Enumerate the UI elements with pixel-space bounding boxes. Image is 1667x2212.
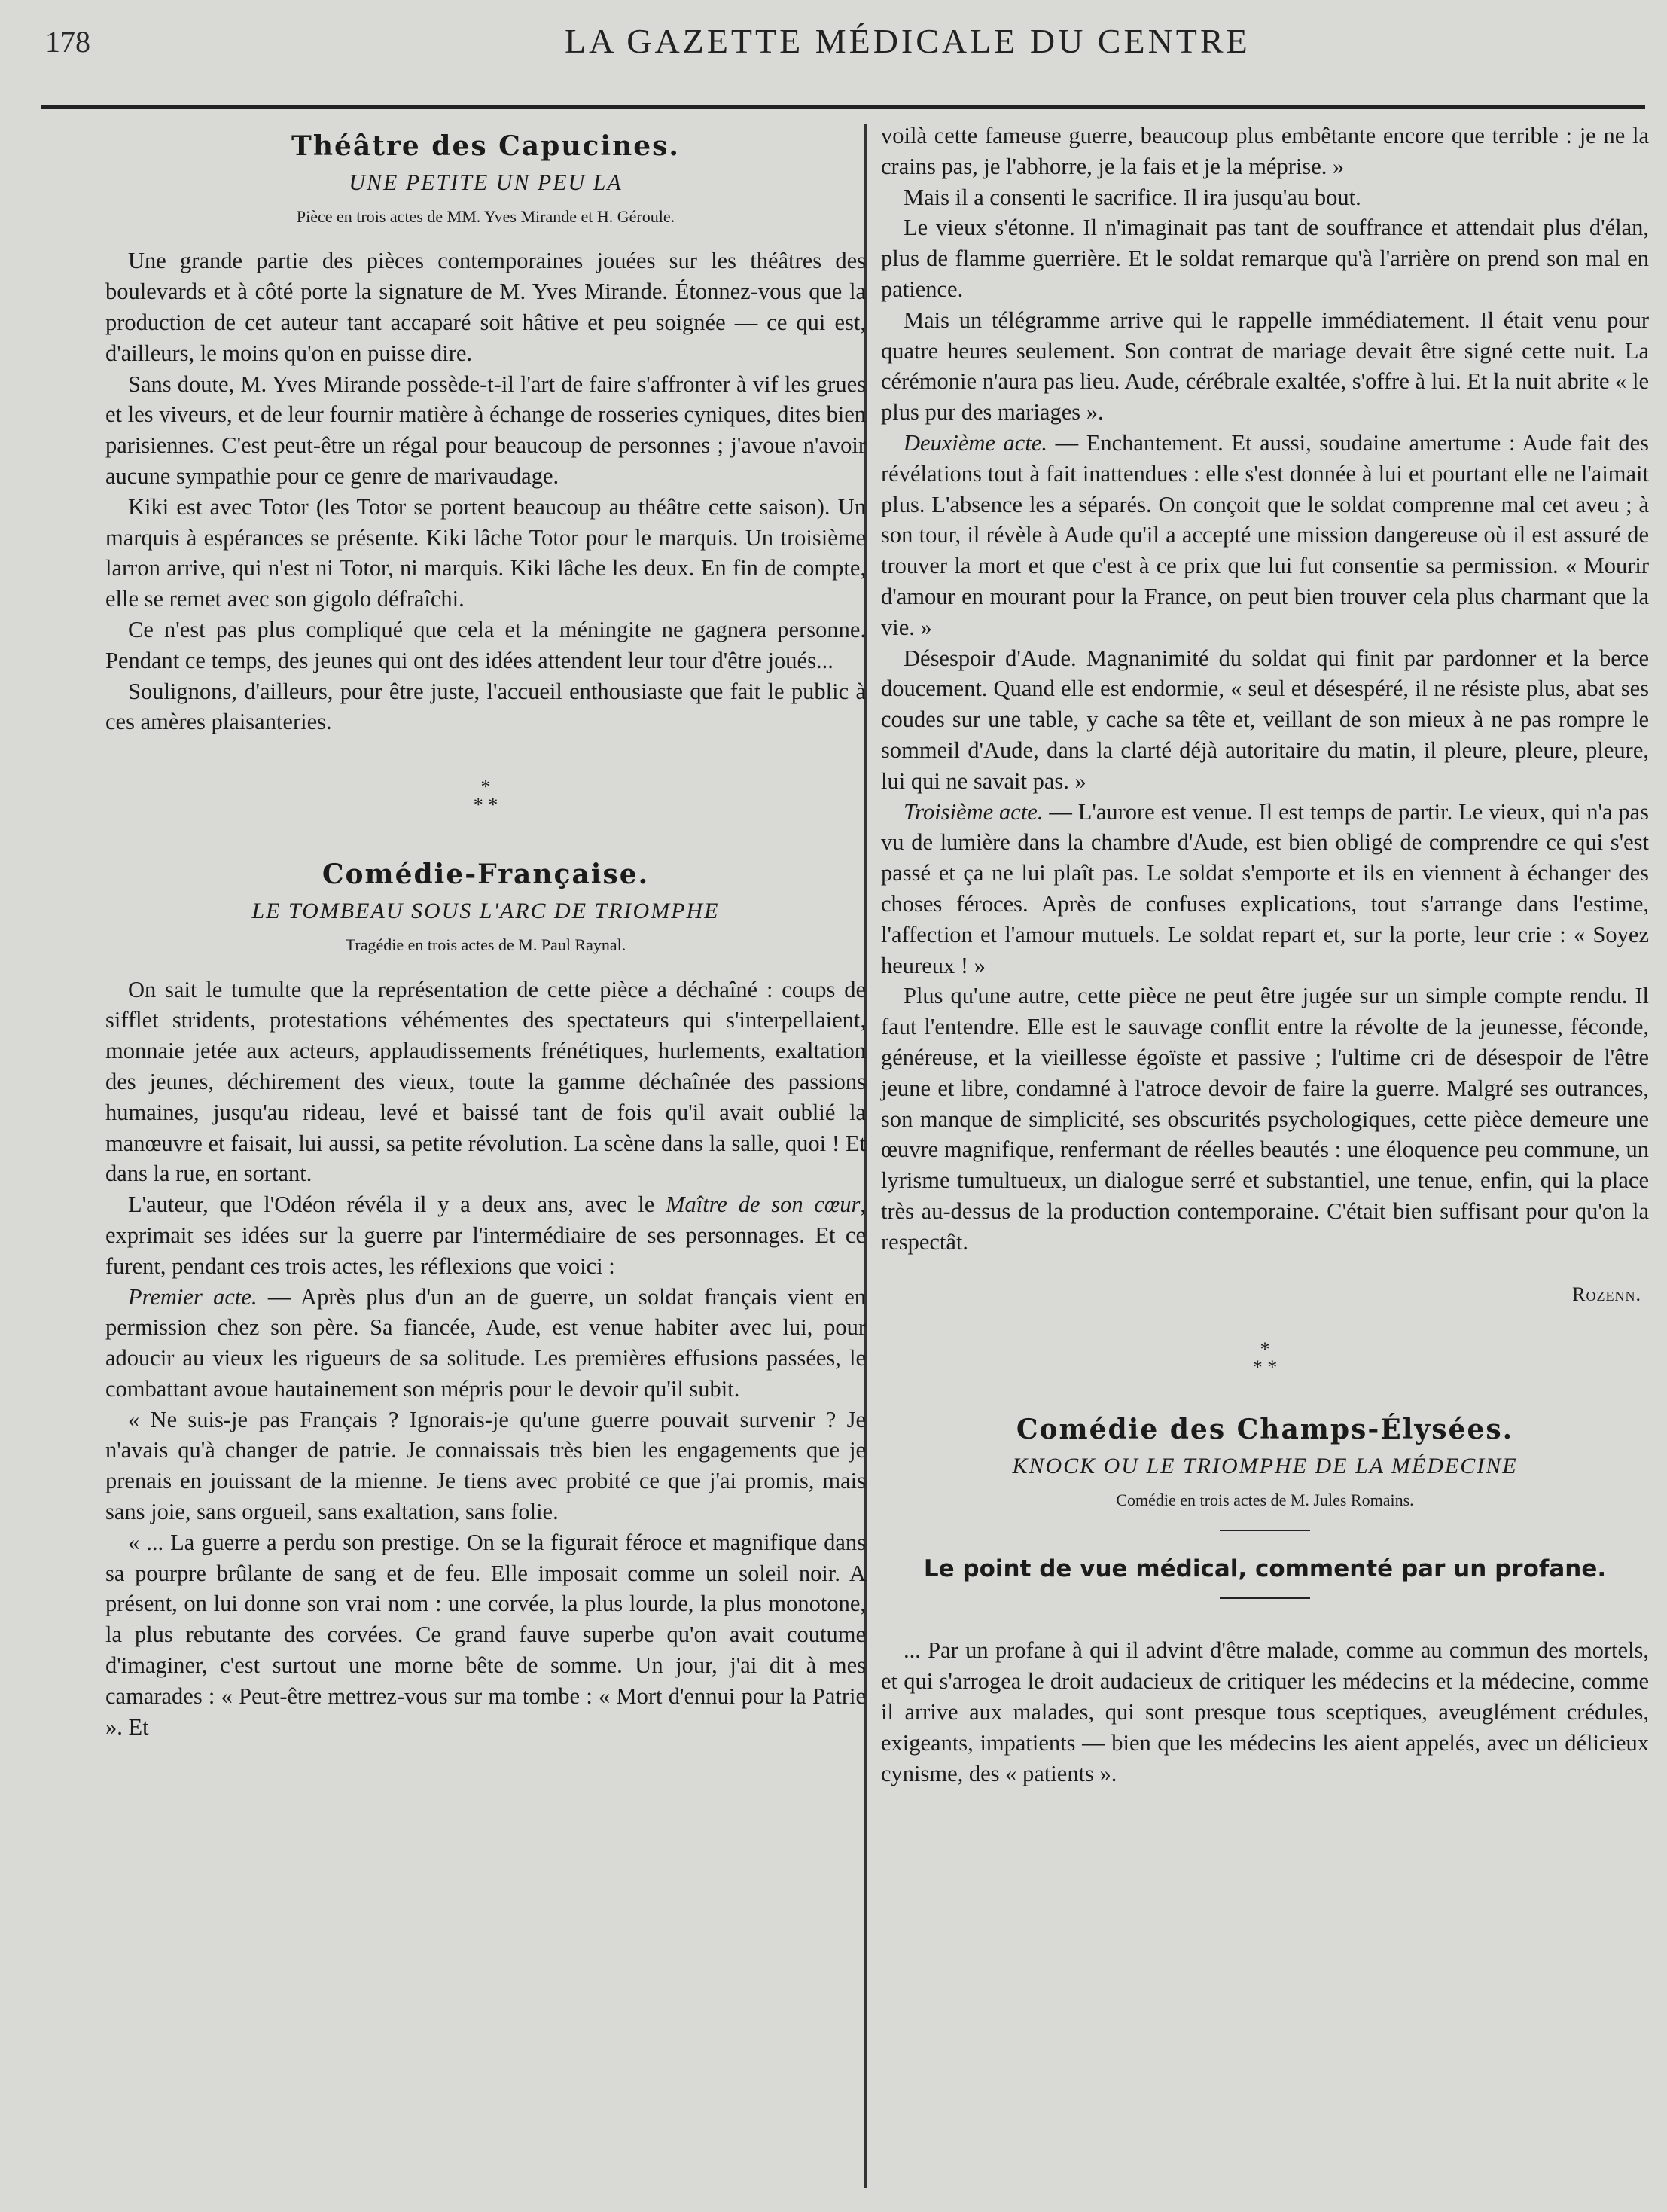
paragraph <box>105 1189 866 1281</box>
play-credit-tombeau: Tragédie en trois actes de M. Paul Raynal. <box>345 935 626 954</box>
left-column <box>105 121 866 1742</box>
asterism-top: * <box>1260 1338 1270 1361</box>
paragraph <box>881 797 1649 981</box>
paragraph: ... Par un profane à qui il advint d'être malade, comme au commun des mortels, et qui s'arrogea le droit audacieux de critiquer les médecins et la médecine, comme il arrive aux malades, qui sont presque tous sceptiques, aveuglément crédules, exigeants, impatients — bien que les médecins les aient appelés, avec un délicieux cynisme, des « patients ». <box>881 1637 1649 1786</box>
paragraph-text: — L'aurore est venue. Il est temps de partir. Le vieux, qui n'a pas vu de lumière dans la chambre d'Aude, est bien obligé de comprendre ce qui s'est passé et ça ne lui plaît pas. Le soldat s'emporte et ils en viennent à échanger des choses féroces. Après de confuses explications, tout s'arrange dans l'estime, l'affection et l'amour mutuels. Le soldat repart et, sur la porte, leur crie : « Soyez heureux ! » <box>881 798 1650 978</box>
paragraph: Mais il a consenti le sacrifice. Il ira jusqu'au bout. <box>904 184 1361 210</box>
right-column <box>881 121 1649 1789</box>
short-rule <box>1220 1597 1310 1599</box>
asterism-divider <box>105 778 866 814</box>
section-title-capucines: Théâtre des Capucines. <box>291 130 680 162</box>
play-title-tombeau: LE TOMBEAU SOUS L'ARC DE TRIOMPHE <box>251 898 720 923</box>
act-label: Deuxième acte. <box>904 429 1047 456</box>
play-title-knock: KNOCK OU LE TRIOMPHE DE LA MÉDECINE <box>1012 1454 1518 1479</box>
section-title-champs-elysees: Comédie des Champs-Élysées. <box>1016 1414 1514 1446</box>
subheading-medical-view: Le point de vue médical, commenté par un profane. <box>923 1555 1607 1582</box>
paragraph: Une grande partie des pièces contemporaines jouées sur les théâtres des boulevards et à côté porte la signature de M. Yves Mirande. Étonnez-vous que la production de cet auteur tant accaparé soit hâtive et peu soignée — ce qui est, d'ailleurs, le moins qu'on en puisse dire. <box>105 248 866 366</box>
paragraph: Sans doute, M. Yves Mirande possède-t-il l'art de faire s'affronter à vif les grues et les viveurs, et de leur fournir matière à échange de rosseries cyniques, dites bien parisiennes. C'est peut-être un régal pour beaucoup de personnes ; j'avoue n'avoir aucune sympathie pour ce genre de marivaudage. <box>105 371 866 489</box>
asterism-divider <box>881 1338 1649 1379</box>
paragraph <box>881 428 1649 643</box>
page-number: 178 <box>45 25 90 59</box>
paragraph: Soulignons, d'ailleurs, pour être juste, l'accueil enthousiaste que fait le public à ces amères plaisanteries. <box>105 678 866 735</box>
paragraph-text: , exprimait ses idées sur la guerre par l'intermédiaire de ses personnages. Et ce furent, pendant ces trois actes, les réflexions que voici : <box>105 1191 866 1279</box>
act-label: Troisième acte. <box>904 798 1044 825</box>
spacer <box>881 1612 1649 1635</box>
header-rule <box>41 105 1645 109</box>
section-title-comedie-francaise: Comédie-Française. <box>322 859 650 891</box>
act-label: Premier acte. <box>128 1283 258 1310</box>
paragraph: Mais un télégramme arrive qui le rappelle immédiatement. Il était venu pour quatre heures seulement. Son contrat de mariage devait être signé cette nuit. La cérémonie n'aura pas lieu. Aude, cérébrale exaltée, s'offre à lui. Et la nuit abrite « le plus pur des mariages ». <box>881 307 1649 426</box>
paragraph: Ce n'est pas plus compliqué que cela et la méningite ne gagnera personne. Pendant ce temps, des jeunes qui ont des idées attendent leur tour d'être joués... <box>105 616 866 673</box>
paragraph: Kiki est avec Totor (les Totor se portent beaucoup au théâtre cette saison). Un marquis à espérances se présente. Kiki lâche Totor pour le marquis. Un troisième larron arrive, qui n'est ni Totor, ni marquis. Kiki lâche les deux. En fin de compte, elle se remet avec son gigolo défraîchi. <box>105 493 866 612</box>
short-rule <box>1220 1530 1310 1531</box>
paragraph: Le vieux s'étonne. Il n'imaginait pas tant de souffrance et attendait plus d'élan, plus de flamme guerrière. Et le soldat remarque qu'à l'arrière on prend son mal en patience. <box>881 215 1649 302</box>
play-title-une-petite: UNE PETITE UN PEU LA <box>349 169 623 195</box>
running-title: LA GAZETTE MÉDICALE DU CENTRE <box>565 22 1251 60</box>
asterism-top: * <box>480 776 491 798</box>
paragraph-text: — Enchantement. Et aussi, soudaine amertume : Aude fait des révélations tout à fait inattendues : elle s'est donnée à lui et pourtant elle ne l'aimait plus. L'absence les a séparés. On conçoit que le soldat comprenne mal cet aveu ; à son tour, il révèle à Aude qu'il a accepté une mission dangereuse où il est assuré de trouver la mort et que c'est à ce prix que lui fut consentie sa permission. « Mourir d'amour en mourant pour la France, on peut bien trouver cela plus charmant que la vie. » <box>881 429 1649 640</box>
paragraph: Plus qu'une autre, cette pièce ne peut être jugée sur un simple compte rendu. Il faut l'entendre. Elle est le sauvage conflit entre la révolte de la jeunesse, féconde, généreuse, et la vieillesse égoïste et passive ; l'ultime cri de désespoir de l'être jeune et libre, condamné à l'atroce devoir de faire la guerre. Malgré ses outrances, son manque de simplicité, ses obscurités psychologiques, cette pièce demeure une œuvre magnifique, renfermant de réelles beautés : une éloquence peu commune, un lyrisme tumultueux, un dialogue serré et substantiel, une tenue, enfin, qui la place très au-dessus de la production contemporaine. C'était bien suffisant pour qu'on la respectât. <box>881 983 1649 1255</box>
asterism-bottom: * * <box>1252 1356 1278 1379</box>
paragraph: « Ne suis-je pas Français ? Ignorais-je qu'une guerre pouvait survenir ? Je n'avais qu'à changer de patrie. Je connaissais très bien les engagements que je prenais en jouissant de la mienne. Je tiens avec probité ce que j'ai promis, mais sans joie, sans orgueil, sans exaltation, sans folie. <box>105 1406 866 1525</box>
paragraph: On sait le tumulte que la représentation de cette pièce a déchaîné : coups de sifflet stridents, protestations véhémentes des spectateurs qui s'interpellaient, monnaie jetée aux acteurs, applaudissements frénétiques, hurlements, exaltation des jeunes, déchirement des vieux, toute la gamme déchaînée des passions humaines, jusqu'au rideau, levé et baissé tant de fois qu'il avait oublié la manœuvre et faisait, lui aussi, sa petite révolution. La scène dans la salle, quoi ! Et dans la rue, en sortant. <box>105 976 866 1187</box>
page-header <box>45 21 1641 66</box>
asterism-bottom: * * <box>473 794 498 816</box>
play-credit-knock: Comédie en trois actes de M. Jules Romains. <box>1116 1490 1414 1509</box>
paragraph: Désespoir d'Aude. Magnanimité du soldat qui finit par pardonner et la berce doucement. Quand elle est endormie, « seul et désespéré, il ne résiste plus, abat ses coudes sur une table, y cache sa tête et, veillant de son mieux à ne pas rompre le sommeil d'Aude, dans la clarté déjà autoritaire du matin, il pleure, pleure, pleure, lui qui ne savait pas. » <box>881 645 1649 794</box>
paragraph: « ... La guerre a perdu son prestige. On se la figurait féroce et magnifique dans sa pourpre brûlante de sang et de feu. Elle imposait comme un soleil noir. A présent, on lui donne son vrai nom : une corvée, la plus lourde, la plus monotone, la plus rebutante des corvées. Ce grand fauve superbe qu'on avait coutume d'imaginer, c'est surtout une morne bête de somme. Un jour, j'ai dit à mes camarades : « Peut-être mettrez-vous sur ma tombe : « Mort d'ennui pour la Patrie ». Et <box>105 1529 866 1740</box>
italic-title: Maître de son cœur <box>666 1191 861 1218</box>
paragraph-text: L'auteur, que l'Odéon révéla il y a deux ans, avec le <box>128 1191 666 1218</box>
paragraph: voilà cette fameuse guerre, beaucoup plus embêtante encore que terrible : je ne la crains pas, je l'abhorre, je la fais et je la méprise. » <box>881 123 1649 179</box>
paragraph-text: — Après plus d'un an de guerre, un soldat français vient en permission chez son père. Sa fiancée, Aude, est venue habiter avec lui, pour adoucir au vieux les rigueurs de sa solitude. Les premières effusions passées, le combattant avoue hautainement son mépris pour le devoir qu'il subit. <box>105 1283 866 1402</box>
play-credit-une-petite: Pièce en trois actes de MM. Yves Mirande et H. Géroule. <box>296 206 675 226</box>
paragraph <box>105 1282 866 1405</box>
author-signature: Rozenn. <box>1572 1283 1641 1306</box>
